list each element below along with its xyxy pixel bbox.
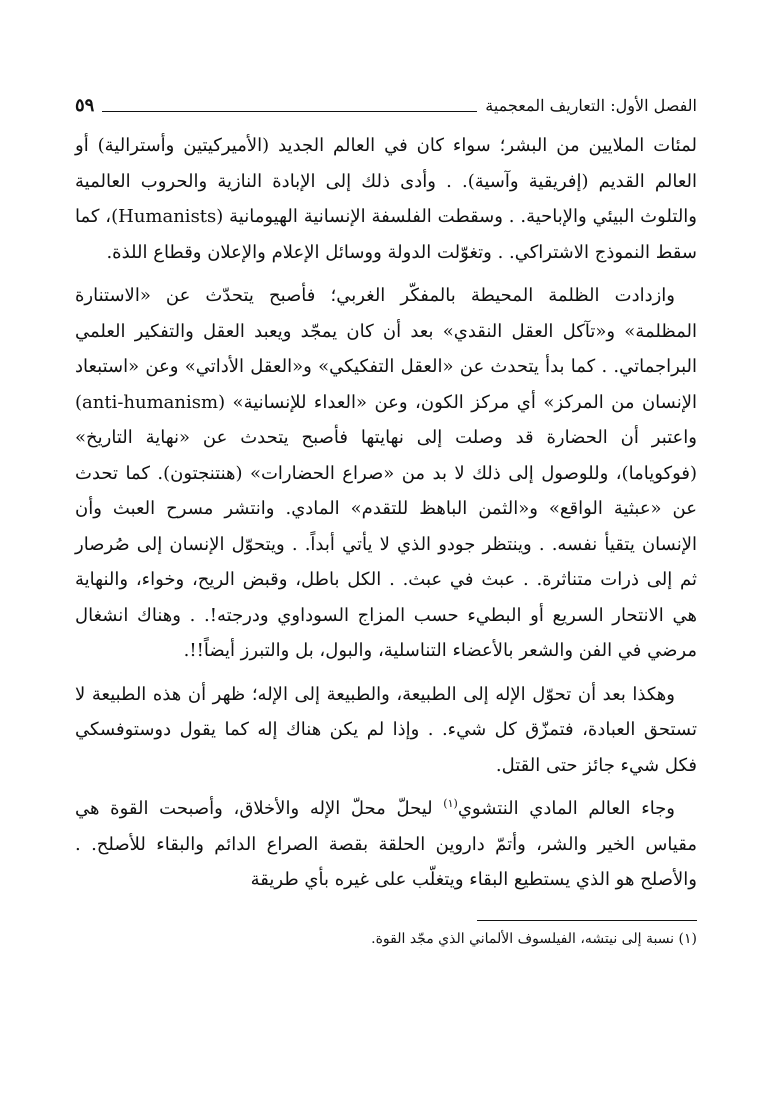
paragraph-4	[75, 791, 697, 898]
running-header	[75, 82, 697, 116]
book-page	[75, 82, 697, 949]
footnote-separator	[477, 920, 697, 921]
paragraph-4-rest: ليحلّ محلّ الإله والأخلاق، وأصبحت القوة هي مقياس الخير والشر، وأتمّ داروين الحلقة بقصة الصراع الدائم والبقاء للأصلح. . والأصلح هو الذي يستطيع البقاء ويتغلّب على غيره بأي طريقة	[75, 798, 697, 890]
paragraph-4-start: وجاء العالم المادي النتشوي	[457, 798, 675, 819]
header-rule	[102, 111, 477, 112]
paragraph-3: وهكذا بعد أن تحوّل الإله إلى الطبيعة، والطبيعة إلى الإله؛ ظهر أن هذه الطبيعة لا تستحق العبادة، فتمزّق كل شيء. . وإذا لم يكن هناك إله كما يقول دوستوفسكي فكل شيء جائز حتى القتل.	[75, 683, 697, 776]
chapter-title: الفصل الأول: التعاريف المعجمية	[485, 96, 697, 115]
body-text	[75, 128, 697, 898]
paragraph-1: لمئات الملايين من البشر؛ سواء كان في العالم الجديد (الأميركيتين وأسترالية) أو العالم القديم (إفريقية وآسية). . وأدى ذلك إلى الإبادة النازية والحروب العالمية والتلوث البيئي والإباحية. . وسقطت الفلسفة الإنسانية الهيومانية (Humanists)، كما سقط النموذج الاشتراكي. . وتغوّلت الدولة ووسائل الإعلام والإعلان وقطاع اللذة.	[75, 135, 697, 263]
paragraph-2: وازدادت الظلمة المحيطة بالمفكّر الغربي؛ فأصبح يتحدّث عن «الاستنارة المظلمة» و«تآكل العقل النقدي» بعد أن كان يمجّد ويعبد العقل والتفكير العلمي البراجماتي. . كما بدأ يتحدث عن «العقل التفكيكي» و«العقل الأداتي» وعن «استبعاد الإنسان من المركز» أي مركز الكون، وعن «العداء للإنسانية» (anti-humanism) واعتبر أن الحضارة قد وصلت إلى نهايتها فأصبح يتحدث عن «نهاية التاريخ» (فوكوياما)، وللوصول إلى ذلك لا بد من «صراع الحضارات» (هنتنجتون). كما تحدث عن «عبثية الواقع» و«الثمن الباهظ للتقدم» المادي. وانتشر مسرح العبث وأن الإنسان يتقيأ نفسه. . وينتظر جودو الذي لا يأتي أبداً. . ويتحوّل الإنسان إلى صُرصار ثم إلى ذرات متناثرة. . عبث في عبث. . الكل باطل، وقبض الريح، وخواء، والنهاية هي الانتحار السريع أو البطيء حسب المزاج السوداوي ودرجته!. . وهناك انشغال مرضي في الفن والشعر بالأعضاء التناسلية، والبول، بل والتبرز أيضاً!!.	[75, 285, 697, 661]
footnote-reference[interactable]: (١)	[443, 797, 458, 810]
page-number: ٥٩	[75, 95, 95, 116]
footnote: (١) نسبة إلى نيتشه، الفيلسوف الألماني الذي مجّد القوة.	[371, 930, 697, 947]
